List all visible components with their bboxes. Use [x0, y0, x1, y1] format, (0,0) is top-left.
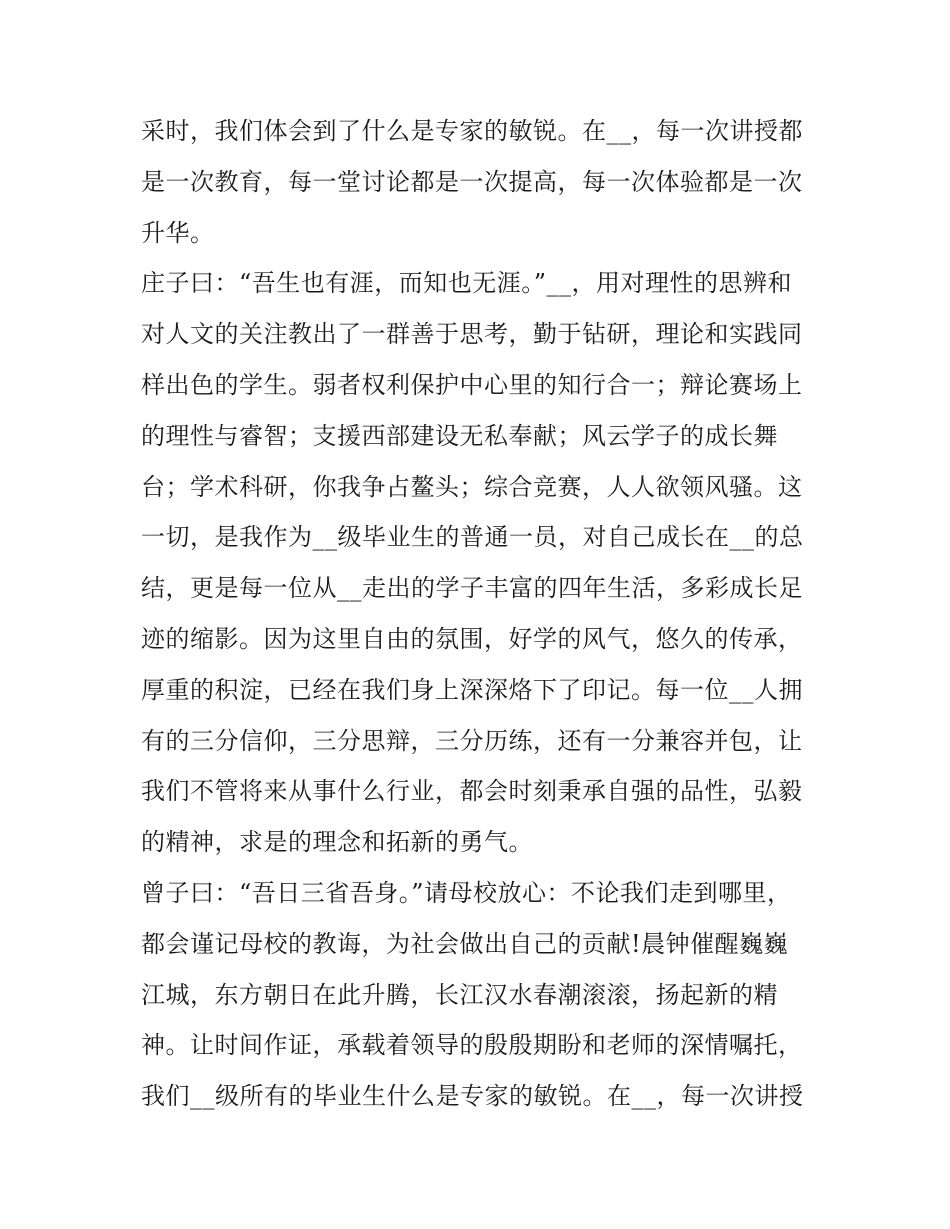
text-line: 是一次教育，每一堂讨论都是一次提高，每一次体验都是一次 [141, 167, 803, 196]
text-line: 我们不管将来从事什么行业，都会时刻秉承自强的品性，弘毅 [141, 777, 803, 806]
text-line: 采时，我们体会到了什么是专家的敏锐。在__，每一次讲授都 [141, 117, 803, 145]
text-line: 升华。 [141, 218, 215, 247]
text-line: 一切，是我作为__级毕业生的普通一员，对自己成长在__的总 [141, 523, 804, 552]
text-line: 厚重的积淀，已经在我们身上深深烙下了印记。每一位__人拥 [141, 675, 803, 704]
text-line: 结，更是每一位从__走出的学子丰富的四年生活，多彩成长足 [141, 574, 803, 603]
text-line: 的精神，求是的理念和拓新的勇气。 [141, 828, 533, 857]
body-text [141, 111, 816, 1127]
text-line: 有的三分信仰，三分思辩，三分历练，还有一分兼容并包，让 [141, 726, 803, 755]
text-line: 台；学术科研，你我争占鳌头；综合竞赛，人人欲领风骚。这 [141, 472, 803, 501]
text-line: 我们__级所有的毕业生什么是专家的敏锐。在__，每一次讲授 [141, 1082, 804, 1111]
text-line: 神。让时间作证，承载着领导的殷殷期盼和老师的深情嘱托， [141, 1031, 803, 1060]
text-line: 样出色的学生。弱者权利保护中心里的知行合一；辩论赛场上 [141, 370, 803, 399]
text-line: 庄子曰：“吾生也有涯，而知也无涯。”__，用对理性的思辨和 [141, 269, 793, 298]
text-line: 对人文的关注教出了一群善于思考，勤于钻研，理论和实践同 [141, 320, 803, 349]
text-line: 迹的缩影。因为这里自由的氛围，好学的风气，悠久的传承， [141, 624, 803, 653]
text-line: 的理性与睿智；支援西部建设无私奉献；风云学子的成长舞 [141, 421, 778, 450]
text-line: 曾子曰：“吾日三省吾身。”请母校放心：不论我们走到哪里， [141, 878, 792, 907]
text-line: 都会谨记母校的教诲，为社会做出自己的贡献!晨钟催醒巍巍 [141, 929, 789, 958]
text-line: 江城，东方朝日在此升腾，长江汉水春潮滚滚，扬起新的精 [141, 980, 778, 1009]
